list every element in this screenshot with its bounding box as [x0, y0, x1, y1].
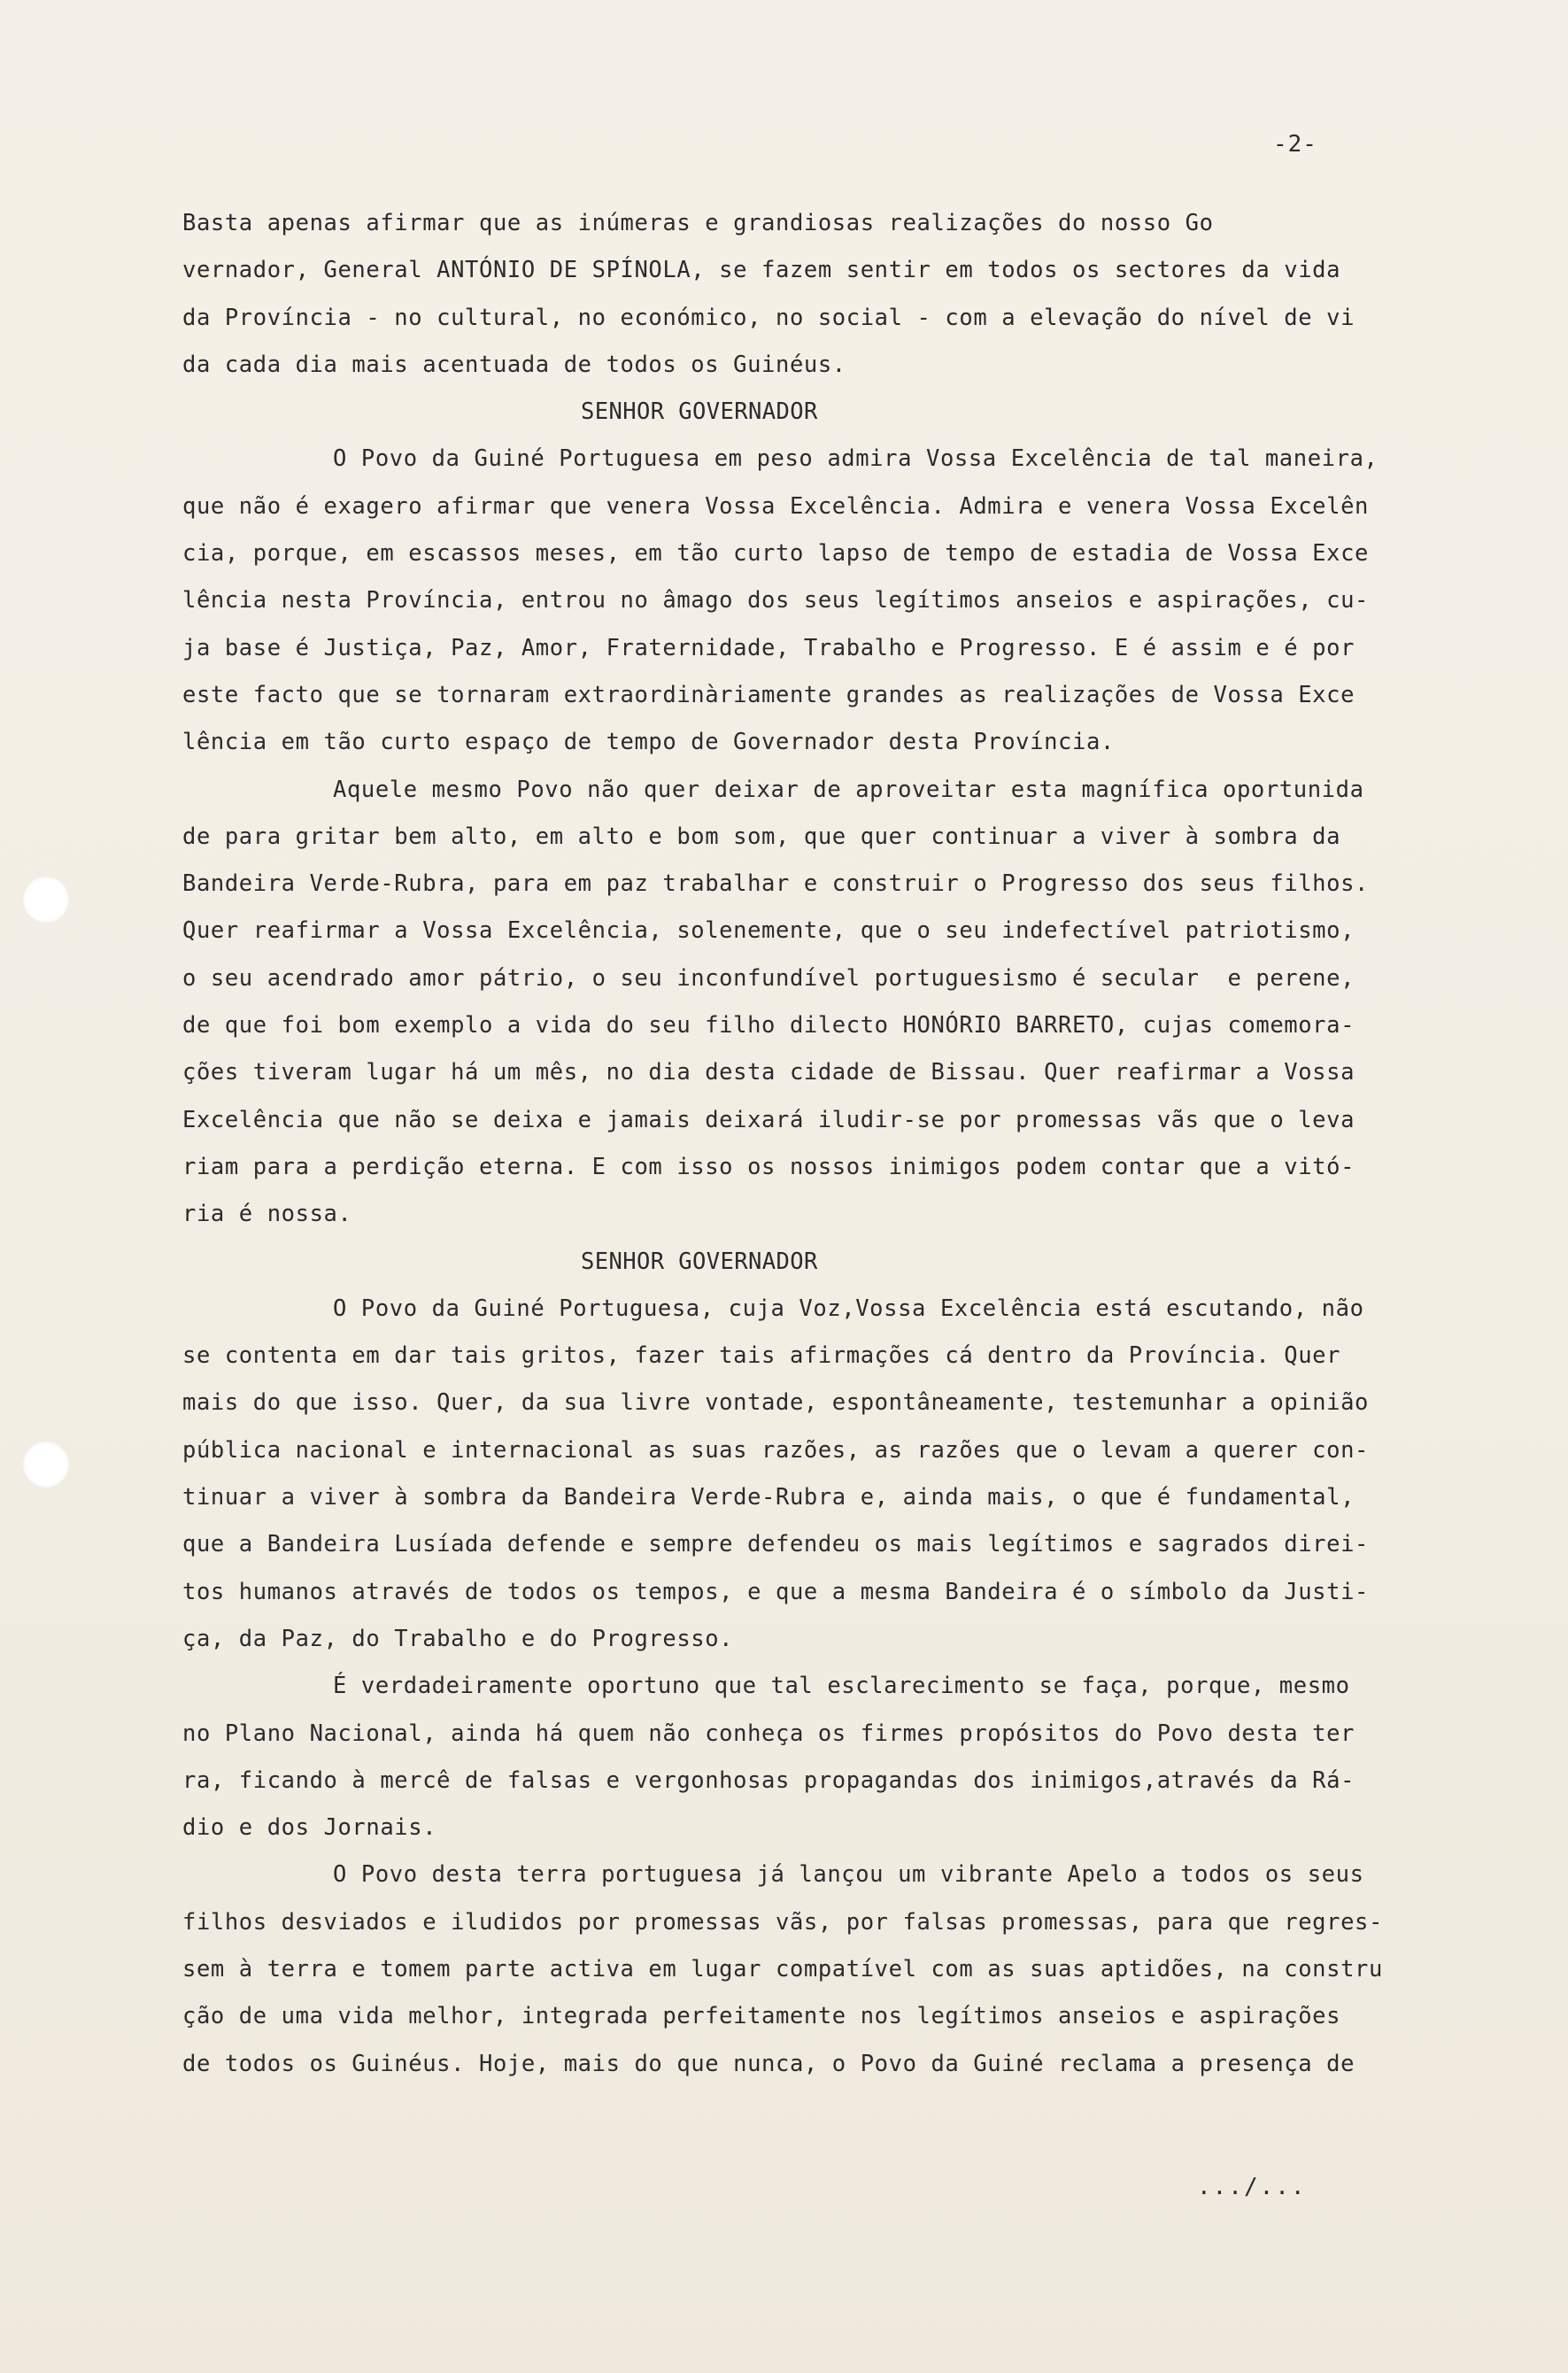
text-line: da cada dia mais acentuada de todos os Guinéus.	[182, 351, 846, 378]
text-line: ra, ficando à mercê de falsas e vergonhosas propagandas dos inimigos,através da Rá-	[182, 1766, 1356, 1794]
text-line: tos humanos através de todos os tempos, e que a mesma Bandeira é o símbolo da Justi-	[182, 1578, 1369, 1605]
paragraph-start: O Povo da Guiné Portuguesa em peso admira Vossa Excelência de tal maneira,	[333, 445, 1379, 473]
text-line: que não é exagero afirmar que venera Vossa Excelência. Admira e venera Vossa Excelên	[182, 492, 1369, 520]
paragraph-start: Aquele mesmo Povo não quer deixar de aproveitar esta magnífica oportunida	[333, 776, 1364, 803]
paragraph-start: É verdadeiramente oportuno que tal esclarecimento se faça, porque, mesmo	[333, 1673, 1350, 1700]
text-line: ja base é Justiça, Paz, Amor, Fraternidade, Trabalho e Progresso. E é assim e é por	[182, 634, 1356, 661]
text-line: dio e dos Jornais.	[182, 1814, 437, 1842]
text-line: Basta apenas afirmar que as inúmeras e grandiosas realizações do nosso Go	[182, 210, 1214, 236]
text-line: ções tiveram lugar há um mês, no dia desta cidade de Bissau. Quer reafirmar a Vossa	[182, 1059, 1356, 1086]
text-line: o seu acendrado amor pátrio, o seu inconfundível portuguesismo é secular e perene,	[182, 964, 1356, 992]
text-line: que a Bandeira Lusíada defende e sempre defendeu os mais legítimos e sagrados direi-	[182, 1531, 1369, 1558]
section-heading: SENHOR GOVERNADOR	[581, 398, 818, 426]
text-line: da Província - no cultural, no económico, no social - com a elevação do nível de vi	[182, 304, 1356, 331]
text-line: ria é nossa.	[182, 1201, 352, 1228]
text-line: no Plano Nacional, ainda há quem não conheça os firmes propósitos do Povo desta ter	[182, 1720, 1356, 1747]
section-heading: SENHOR GOVERNADOR	[581, 1248, 818, 1275]
text-line: se contenta em dar tais gritos, fazer tais afirmações cá dentro da Província. Quer	[182, 1342, 1341, 1370]
text-line: vernador, General ANTÓNIO DE SPÍNOLA, se fazem sentir em todos os sectores da vida	[182, 257, 1341, 284]
text-line: de que foi bom exemplo a vida do seu filho dilecto HONÓRIO BARRETO, cujas comemora-	[182, 1012, 1356, 1040]
paragraph-start: O Povo desta terra portuguesa já lançou um vibrante Apelo a todos os seus	[333, 1861, 1364, 1889]
text-line: de todos os Guinéus. Hoje, mais do que nunca, o Povo da Guiné reclama a presença de	[182, 2050, 1356, 2077]
text-line: este facto que se tornaram extraordinàriamente grandes as realizações de Vossa Exce	[182, 681, 1356, 708]
text-line: pública nacional e internacional as suas razões, as razões que o levam a querer con-	[182, 1436, 1369, 1464]
continuation-mark: .../...	[1197, 2174, 1307, 2200]
paragraph-start: O Povo da Guiné Portuguesa, cuja Voz,Vossa Excelência está escutando, não	[333, 1295, 1364, 1322]
punch-hole	[23, 1442, 69, 1488]
text-line: Quer reafirmar a Vossa Excelência, solenemente, que o seu indefectível patriotismo,	[182, 917, 1356, 945]
text-line: filhos desviados e iludidos por promessas vãs, por falsas promessas, para que regres-	[182, 1908, 1383, 1936]
text-line: ça, da Paz, do Trabalho e do Progresso.	[182, 1625, 734, 1652]
text-line: mais do que isso. Quer, da sua livre vontade, espontâneamente, testemunhar a opinião	[182, 1389, 1369, 1417]
text-line: tinuar a viver à sombra da Bandeira Verde-Rubra e, ainda mais, o que é fundamental,	[182, 1484, 1356, 1511]
text-line: lência nesta Província, entrou no âmago dos seus legítimos anseios e aspirações, cu-	[182, 587, 1369, 615]
text-line: sem à terra e tomem parte activa em lugar compatível com as suas aptidões, na constru	[182, 1955, 1383, 1983]
text-line: cia, porque, em escassos meses, em tão curto lapso de tempo de estadia de Vossa Exce	[182, 540, 1369, 568]
page-number: -2-	[1273, 131, 1317, 158]
text-line: ção de uma vida melhor, integrada perfeitamente nos legítimos anseios e aspirações	[182, 2003, 1341, 2030]
text-line: de para gritar bem alto, em alto e bom som, que quer continuar a viver à sombra da	[182, 823, 1341, 850]
text-line: Bandeira Verde-Rubra, para em paz trabalhar e construir o Progresso dos seus filhos.	[182, 870, 1369, 898]
letter-body	[182, 200, 1440, 2088]
punch-hole	[23, 877, 69, 923]
text-line: lência em tão curto espaço de tempo de Governador desta Província.	[182, 729, 1115, 756]
text-line: Excelência que não se deixa e jamais deixará iludir-se por promessas vãs que o leva	[182, 1106, 1356, 1133]
text-line: riam para a perdição eterna. E com isso os nossos inimigos podem contar que a vitó-	[182, 1153, 1356, 1180]
